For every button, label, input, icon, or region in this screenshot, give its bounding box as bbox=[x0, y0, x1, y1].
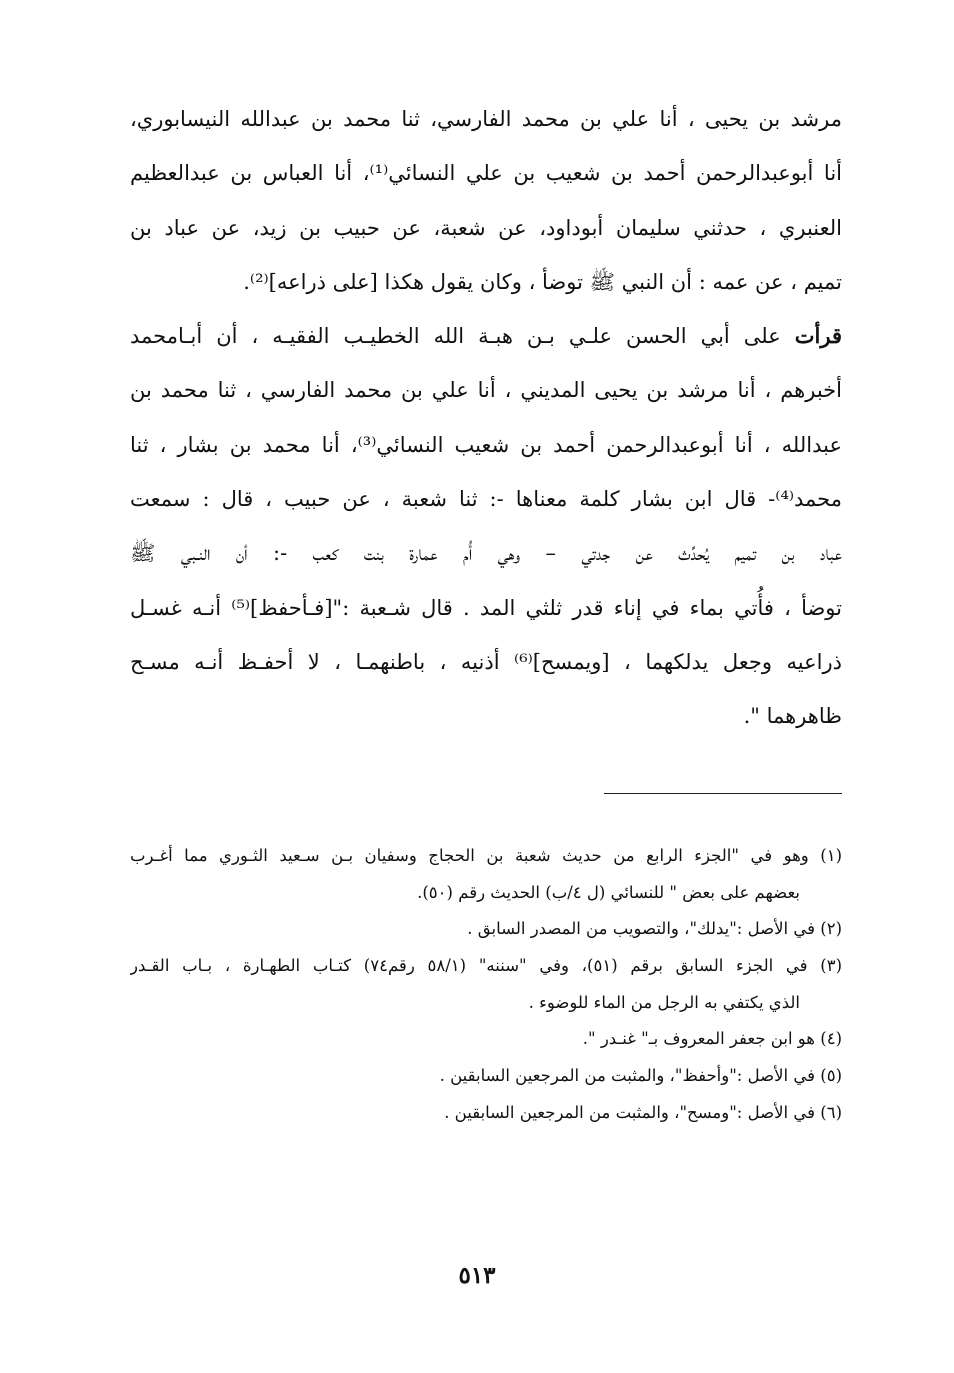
body-line: ظاهرهما ". bbox=[743, 704, 842, 729]
body-line: أنا أبوعبدالرحمن أحمد بن شعيب بن علي النسائي⁽¹⁾، أنا العباس بن عبدالعظيم bbox=[130, 161, 842, 186]
body-line: عباد بن تميم يُحدِّث عن جدتي – وهي أُم عمارة بنت كعب -: أن النـبي ﷺ bbox=[130, 541, 842, 566]
footnote-line: (٣) في الجزء السابق برقم (٥١)، وفي "سننه" (٥٨/١ رقم٧٤) كتـاب الطهـارة ، بـاب القـدر bbox=[130, 956, 842, 976]
body-line: توضأ ، فأُتي بماء في إناء قدر ثلثي المد . قال شـعبة :"[فـأحفظ]⁽⁵⁾ أنـه غسـل bbox=[130, 595, 842, 620]
footnote-divider bbox=[604, 793, 842, 794]
footnote-line: (٥) في الأصل :"وأحفظ"، والمثبت من المرجعين السابقين . bbox=[439, 1066, 842, 1086]
body-line: محمد⁽⁴⁾- قال ابن بشار كلمة معناها -: ثنا شعبة ، عن حبيب ، قال : سمعت bbox=[130, 487, 842, 512]
footnote-line: (١) وهو في "الجزء الرابع من حديث شعبة بن الحجاج وسفيان بـن سـعيد الثـوري مما أغـرب bbox=[130, 846, 842, 865]
footnote-line: (٦) في الأصل :"ومسح"، والمثبت من المرجعين السابقين . bbox=[444, 1102, 842, 1122]
body-line: مرشد بن يحيى ، أنا علي بن محمد الفارسي، ثنا محمد بن عبدالله النيسابوري، bbox=[130, 107, 842, 131]
body-line: تميم ، عن عمه : أن النبي ﷺ توضأ ، وكان يقول هكذا [على ذراعه]⁽²⁾. bbox=[243, 269, 842, 294]
qirat-word: قرأت bbox=[794, 323, 842, 349]
footnote-line: الذي يكتفي به الرجل من الماء للوضوء . bbox=[528, 992, 800, 1012]
footnote-line: بعضهم على بعض " للنسائي (ل ٤/ب) الحديث رقم (٥٠). bbox=[417, 882, 800, 902]
body-line-qirat bbox=[130, 309, 842, 363]
body-line: أخبرهم ، أنا مرشد بن يحيى المديني ، أنا علي بن محمد الفارسي ، ثنا محمد بن bbox=[130, 378, 842, 403]
footnote-line: (٢) في الأصل :"يدلك"، والتصويب من المصدر السابق . bbox=[467, 919, 842, 939]
body-line: ذراعيه وجعل يدلكهما ، [ويمسح]⁽⁶⁾ أذنيه ، باطنهمـا ، لا أحفـظ أنـه مسـح bbox=[130, 649, 842, 674]
main-text bbox=[130, 92, 842, 744]
footnote-line: (٤) هو ابن جعفر المعروف بـ" غنـدر ". bbox=[582, 1029, 842, 1049]
footnotes bbox=[130, 838, 842, 1132]
body-line: عبدالله ، أنا أبوعبدالرحمن أحمد بن شعيب النسائي⁽³⁾، أنا محمد بن بشار ، ثنا bbox=[130, 432, 842, 457]
page-number: ٥١٣ bbox=[458, 1262, 496, 1289]
qirat-rest: على أبي الحسن علـي بـن هبـة الله الخطيـب الفقيـه ، أن أبـامحمد bbox=[130, 324, 795, 349]
body-line: العنبري ، حدثني سليمان أبوداود، عن شعبة، عن حبيب بن زيد، عن عباد بن bbox=[130, 215, 842, 240]
